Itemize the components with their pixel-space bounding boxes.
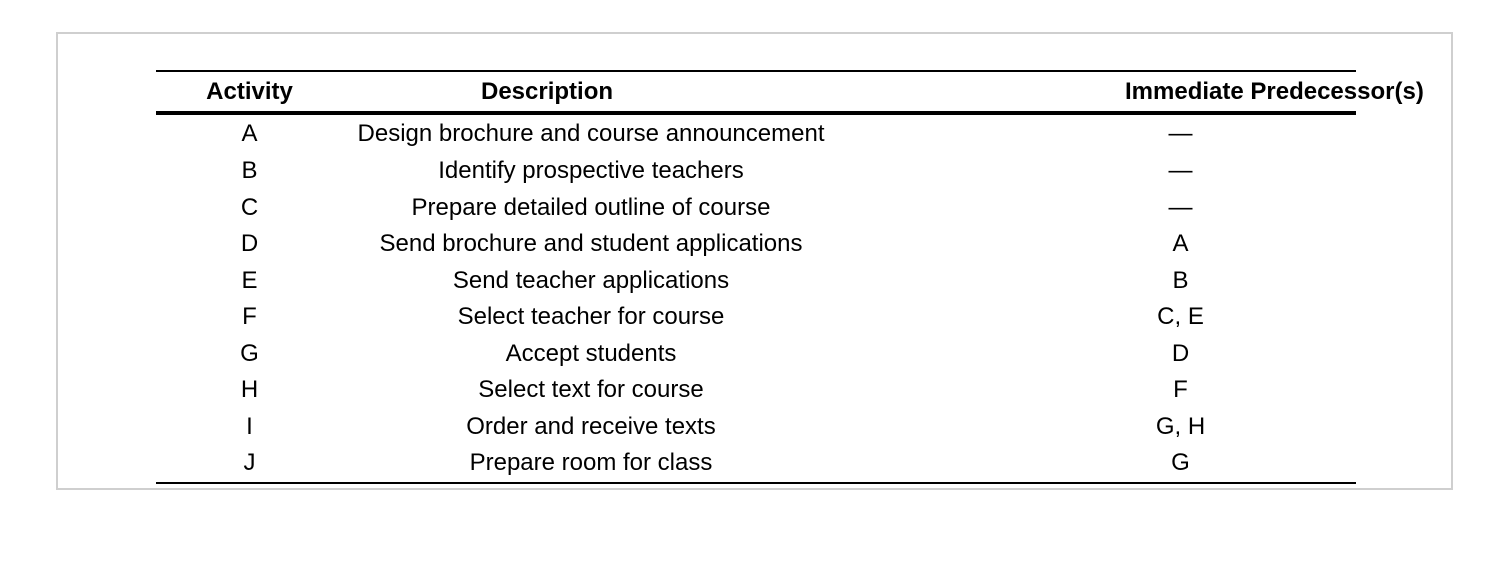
activity-cell: I <box>246 412 253 440</box>
predecessors-cell: F <box>1173 376 1188 404</box>
description-cell: Send brochure and student applications <box>379 230 803 258</box>
table-row <box>156 336 1356 373</box>
predecessors-cell: A <box>1172 230 1189 258</box>
activity-cell: B <box>241 157 258 185</box>
activity-header: Activity <box>156 71 343 113</box>
predecessors-cell: B <box>1172 266 1189 294</box>
predecessors-header: Immediate Predecessor(s) <box>1245 71 1356 113</box>
table-row <box>156 445 1356 483</box>
predecessors-cell: — <box>1168 120 1193 147</box>
table-row <box>156 372 1356 409</box>
table-row <box>156 299 1356 336</box>
description-cell: Select text for course <box>478 376 704 404</box>
table-row <box>156 409 1356 446</box>
activity-cell: C <box>240 193 259 221</box>
predecessors-cell: — <box>1168 157 1193 185</box>
header-row <box>156 71 1356 113</box>
predecessors-cell: C, E <box>1157 303 1204 331</box>
activity-cell: A <box>241 120 258 147</box>
description-cell: Design brochure and course announcement <box>357 120 825 147</box>
table-row <box>156 113 1356 153</box>
activity-cell: D <box>240 230 259 258</box>
description-cell: Select teacher for course <box>457 303 725 331</box>
table-row <box>156 263 1356 300</box>
activity-cell: J <box>243 449 256 477</box>
table-row <box>156 226 1356 263</box>
table-row <box>156 190 1356 227</box>
activity-cell: H <box>240 376 259 404</box>
activity-cell: F <box>242 303 257 331</box>
predecessors-cell: — <box>1168 193 1193 221</box>
activity-cell: E <box>241 266 258 294</box>
description-cell: Identify prospective teachers <box>438 157 744 185</box>
description-cell: Accept students <box>505 339 677 367</box>
description-header: Description <box>343 71 1245 113</box>
description-cell: Send teacher applications <box>452 266 730 294</box>
predecessors-cell: G <box>1171 449 1190 477</box>
activity-cell: G <box>240 339 259 367</box>
predecessors-cell: D <box>1171 339 1190 367</box>
description-cell: Order and receive texts <box>466 412 716 440</box>
description-cell: Prepare room for class <box>469 449 713 477</box>
description-cell: Prepare detailed outline of course <box>411 193 771 221</box>
table-row <box>156 153 1356 190</box>
predecessors-cell: G, H <box>1155 412 1206 440</box>
activity-table <box>156 70 1424 484</box>
